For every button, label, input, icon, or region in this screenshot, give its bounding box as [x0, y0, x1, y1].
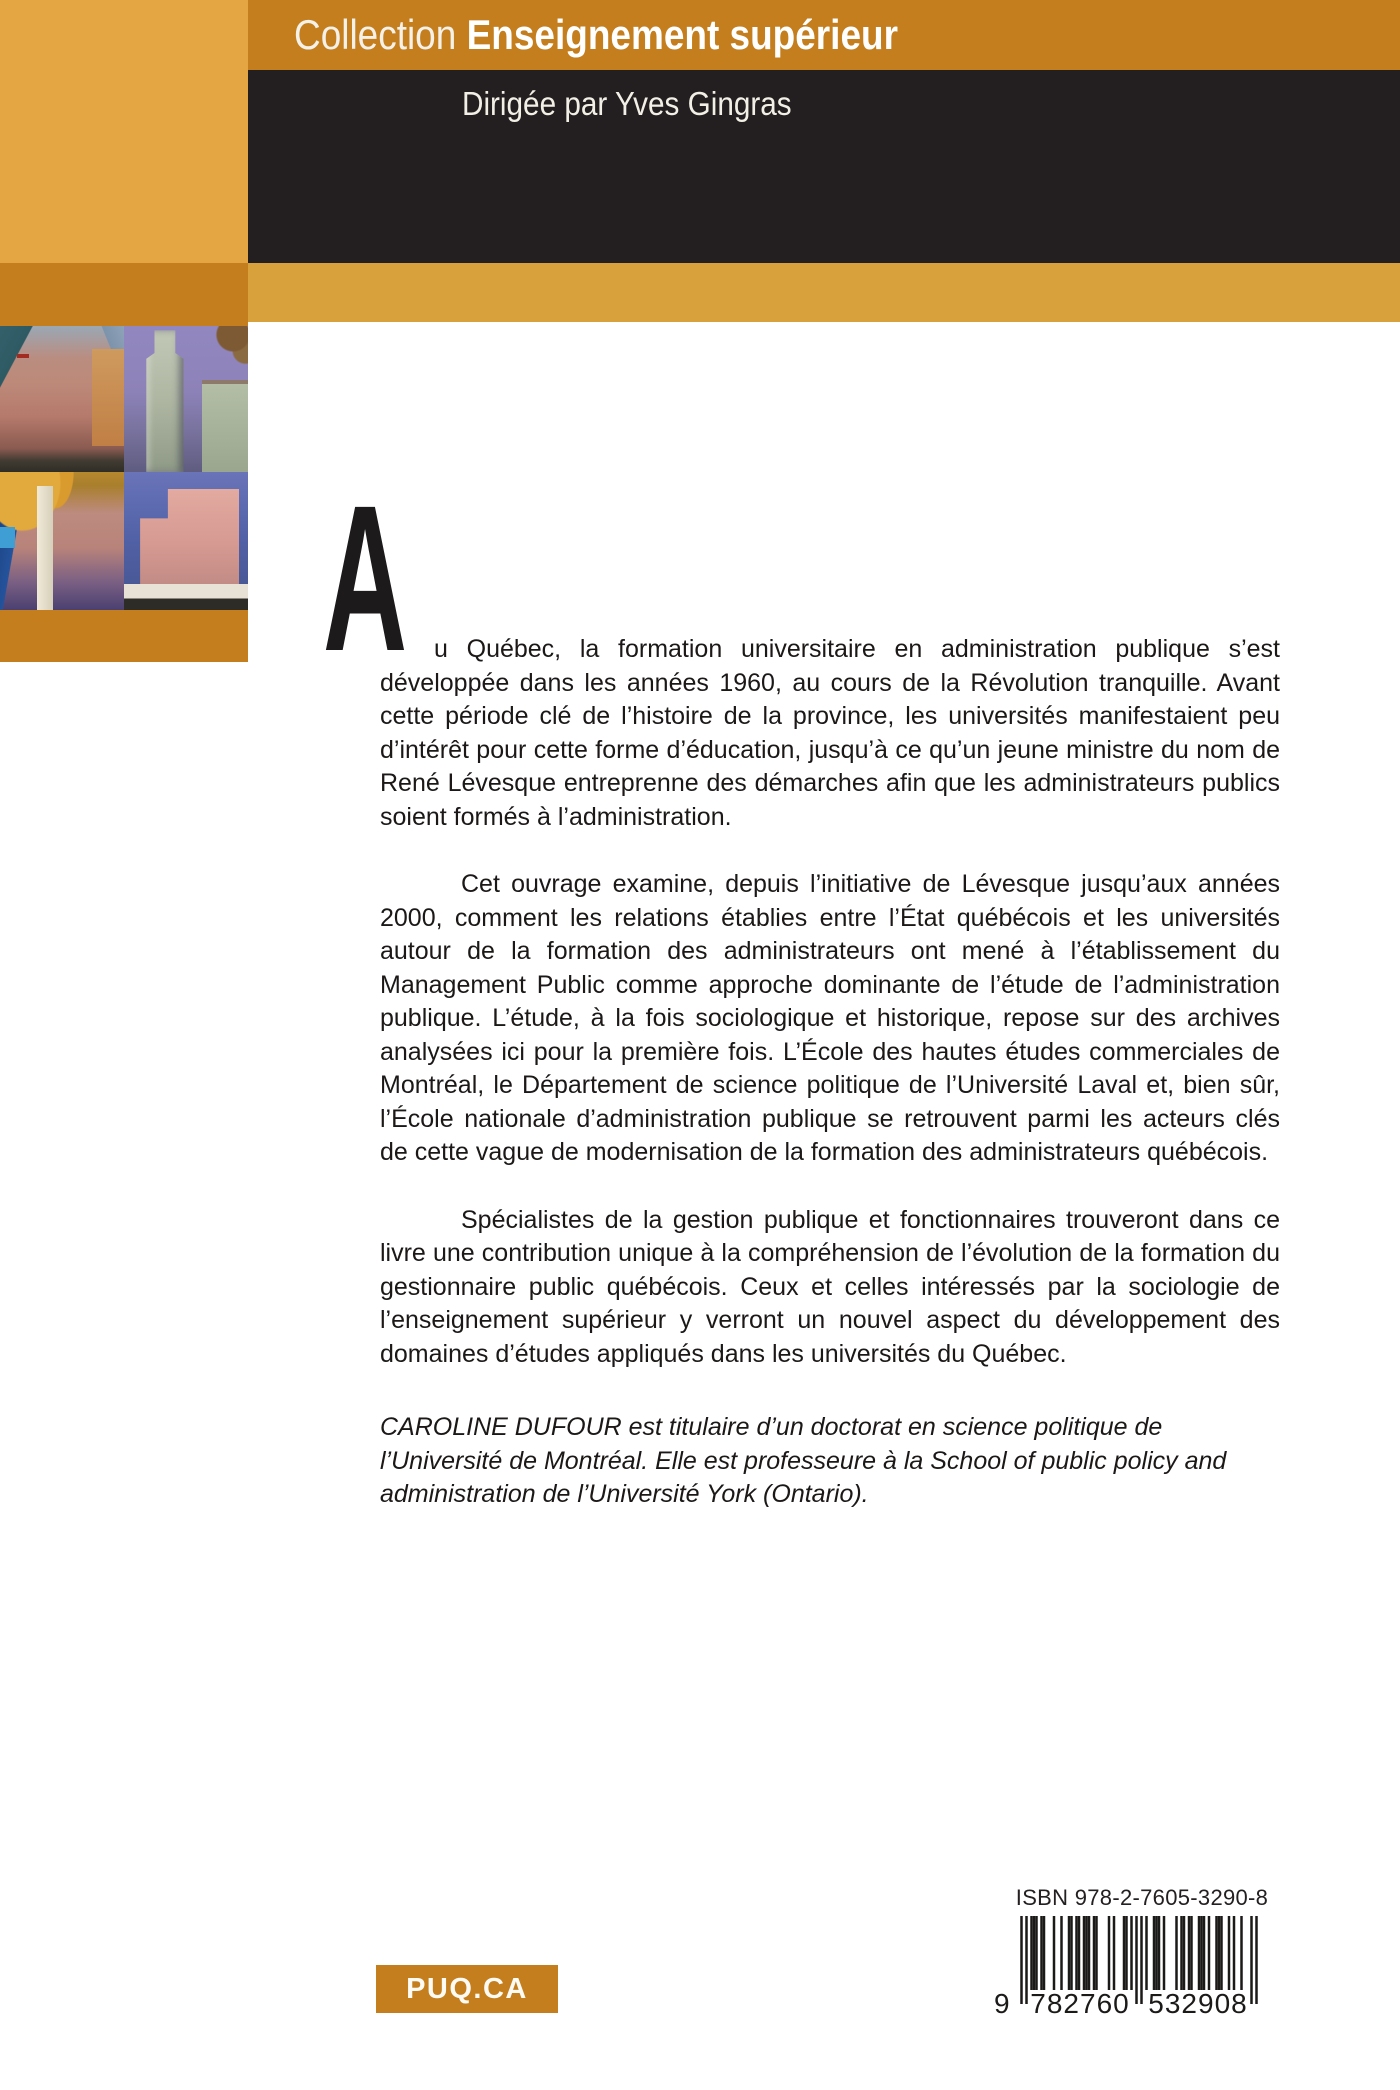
gold-divider-band: [248, 263, 1400, 322]
barcode-digits-right: 532908: [1148, 1988, 1248, 2019]
barcode-digits-left: 782760: [1030, 1988, 1130, 2019]
author-bio-text: est titulaire d’un doctorat en science politique de l’Université de Montréal. Elle est professeure à la School of public policy and administration de l’Université York (Ontario).: [380, 1413, 1227, 1508]
collection-label: Collection: [294, 11, 457, 58]
drop-cap-letter: A: [323, 463, 408, 695]
author-bio: [380, 1411, 1280, 1512]
author-name: CAROLINE DUFOUR: [380, 1413, 622, 1441]
collection-name: Enseignement supérieur: [466, 11, 898, 58]
audience-paragraph: Spécialistes de la gestion publique et fonctionnaires trouveront dans ce livre une contribution unique à la compréhension de l’évolution de la formation du gestionnaire public québécois. Ceux et celles intéressés par la sociologie de l’enseignement supérieur y verront un nouvel aspect du développement des domaines d’études appliqués dans les universités du Québec.: [380, 1205, 1280, 1368]
series-editor: Dirigée par Yves Gingras: [462, 85, 792, 122]
puq-link[interactable]: PUQ.CA: [376, 1965, 558, 2013]
intro-paragraph: u Québec, la formation universitaire en administration publique s’est développée dans les années 1960, au cours de la Révolution tranquille. Avant cette période clé de l’histoire de la province, les universités manifestaient peu d’intérêt pour cette forme d’éducation, jusqu’à ce qu’un jeune ministre du nom de René Lévesque entreprenne des démarches afin que les administrateurs publics soient formés à l’administration.: [380, 635, 1280, 831]
series-editor-band: [248, 70, 1400, 263]
barcode-digit-first: 9: [994, 1988, 1010, 2019]
campus-photo-3: [0, 472, 124, 610]
barcode: [996, 1916, 1276, 2026]
campus-photo-2: [124, 326, 248, 472]
campus-photo-4: [124, 472, 248, 610]
back-cover-text: [380, 633, 1280, 1512]
left-accent-lower: [0, 610, 248, 662]
overview-paragraph: Cet ouvrage examine, depuis l’initiative de Lévesque jusqu’aux années 2000, comment les relations établies entre l’État québécois et les universités autour de la formation des administrateurs ont mené à l’établissement du Management Public comme approche dominante de l’étude de l’administration publique. L’étude, à la fois sociologique et historique, repose sur des archives analysées ici pour la première fois. L’École des hautes études commerciales de Montréal, le Département de science politique de l’Université Laval et, bien sûr, l’École nationale d’administration publique se retrouvent parmi les acteurs clés de cette vague de modernisation de la formation des administrateurs québécois.: [380, 870, 1280, 1166]
left-gold-block: [0, 0, 248, 263]
campus-photo-grid: [0, 326, 248, 610]
collection-band: [248, 0, 1400, 70]
isbn-label: ISBN 978-2-7605-3290-8: [1015, 1885, 1269, 1910]
campus-photo-1: [0, 326, 124, 472]
collection-title: [294, 0, 898, 70]
left-accent-upper: [0, 263, 248, 326]
